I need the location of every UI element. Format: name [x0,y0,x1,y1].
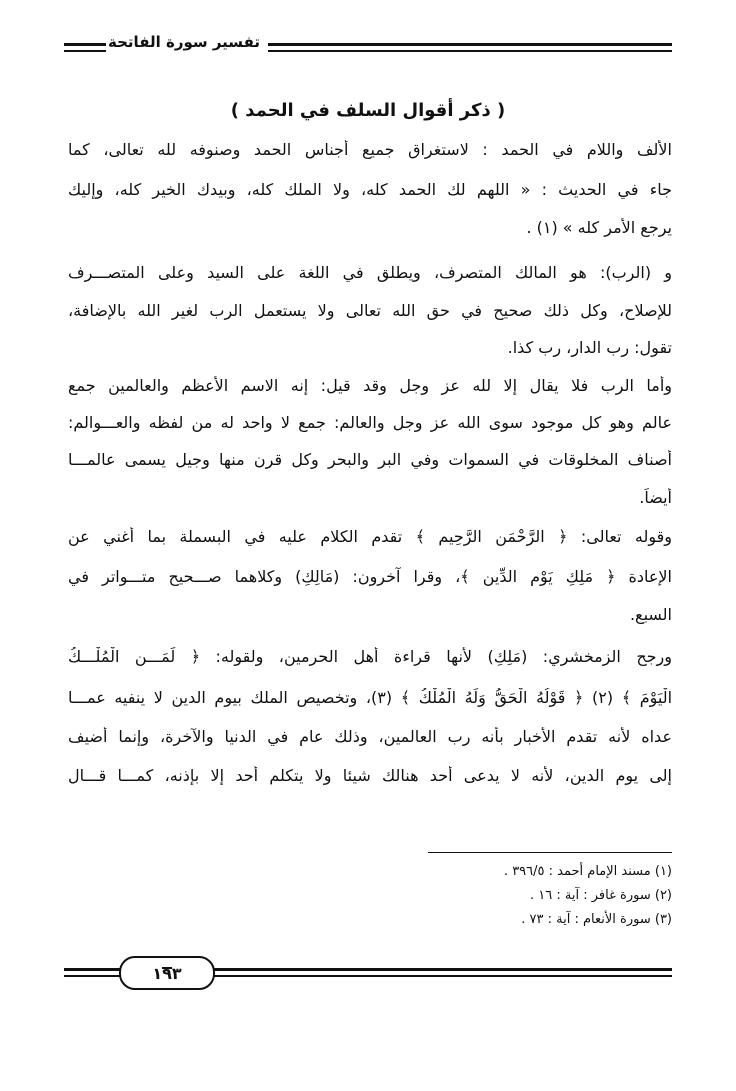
footnote: (٣) سورة الأنعام : آية : ٧٣ . [521,912,672,927]
header-rule-left-thin [64,50,106,52]
footer-rule-right [210,968,672,971]
header-rule-right [268,43,672,46]
footer-rule-left-thin [64,975,120,977]
body-line: إلى يوم الدين، لأنه لا يدعى أحد هنالك شيئا ولا يتكلم أحد إلا بإذنه، كمـــا قـــال [68,766,672,785]
footnote: (١) مسند الإمام أحمد : ٣٩٦/٥ . [503,864,672,879]
body-line: الْيَوْمَ ﴾ (٢) ﴿ قَوْلُهُ الْحَقُّ وَلَهُ الْمُلْكُ ﴾ (٣)، وتخصيص الملك بيوم الدين لا ينفيه عمـــا [68,688,672,707]
running-header-title: تفسير سورة الفاتحة [108,33,260,51]
page-number-badge [119,956,215,990]
body-line: الإعادة ﴿ مَلِكِ يَوْمِ الدِّينِ ﴾، وقرا آخرون: (مَالِكِ) وكلاهما صـــحيح متـــواتر في [68,567,672,586]
body-line: جاء في الحديث : « اللهم لك الحمد كله، ولا الملك كله، وبيدك الخير كله، وإليك [68,180,672,199]
body-line: و (الرب): هو المالك المتصرف، ويطلق في اللغة على السيد وعلى المتصـــرف [68,263,672,282]
body-line: عداه لأنه تقدم الأخبار بأنه رب العالمين، وذلك عام في الدنيا والآخرة، وإنما أضيف [68,727,672,746]
footnote-separator [428,852,672,853]
body-line: عالم وهو كل موجود سوى الله عز وجل والعالم: جمع لا واحد له من لفظه والعـــوالم: [68,413,672,432]
body-line: وقوله تعالى: ﴿ الرَّحْمَنِ الرَّحِيمِ ﴾ تقدم الكلام عليه في البسملة بما أغني عن [68,527,672,546]
body-line: ورجح الزمخشري: (مَلِكِ) لأنها قراءة أهل الحرمين، ولقوله: ﴿ لِّمَـــنِ الْمُلْـــكُ [68,647,672,666]
header-rule-left [64,43,106,46]
header-rule-right-thin [268,50,672,52]
body-line: للإصلاح، وكل ذلك صحيح في حق الله تعالى ولا يستعمل الرب لغير الله بالإضافة، [68,301,672,320]
body-line: السبع. [629,605,672,624]
footnote: (٢) سورة غافر : آية : ١٦ . [530,888,672,903]
body-line: وأما الرب فلا يقال إلا لله عز وجل وقد قيل: إنه الاسم الأعظم والعالمين جمع [68,376,672,395]
footer-rule-right-thin [210,975,672,977]
body-line: أيضاً. [639,488,672,507]
body-line: يرجع الأمر كله » (١) . [526,218,672,237]
body-line: الألف واللام في الحمد : لاستغراق جميع أجناس الحمد وصنوفه لله تعالى، كما [68,140,672,159]
section-heading: ( ذكر أقوال السلف في الحمد ) [230,100,506,121]
footer-rule-left [64,968,120,971]
page-number: ١٩٣ [152,963,182,983]
body-line: أصناف المخلوقات في السموات وفي البر والبحر وكل قرن منها وجيل يسمى عالمـــا [68,450,672,469]
body-line: تقول: رب الدار، رب كذا. [507,338,672,357]
